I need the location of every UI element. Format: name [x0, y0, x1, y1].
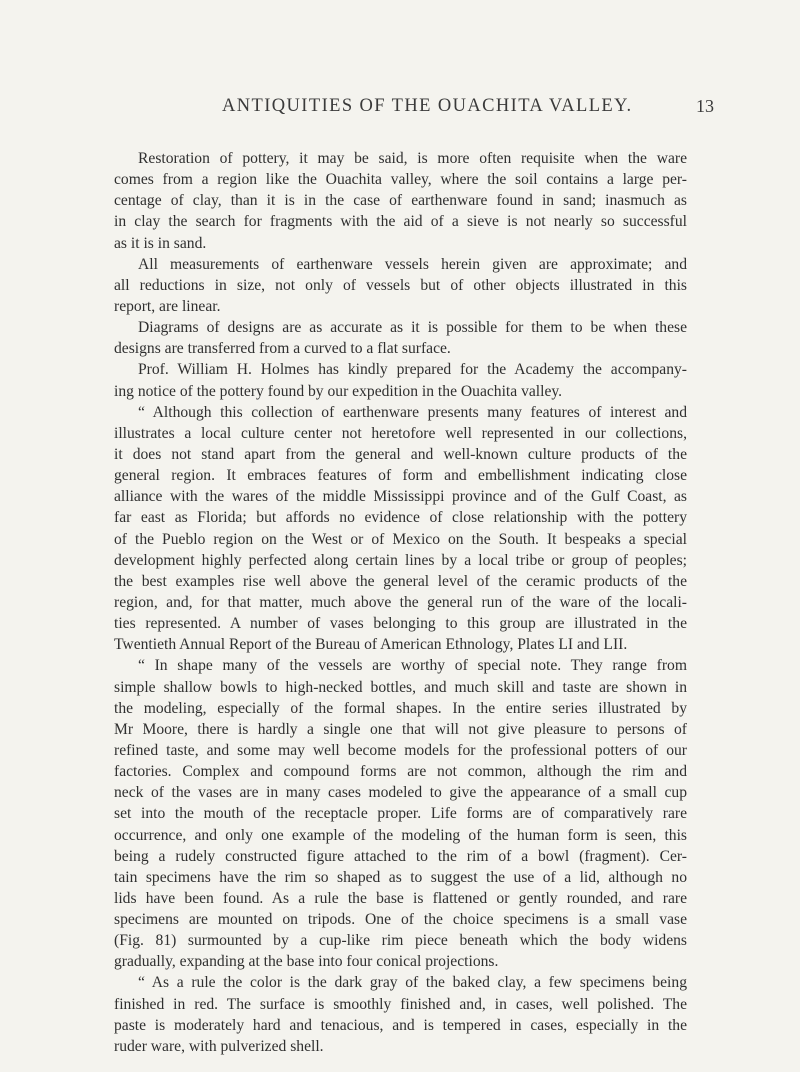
- text-line: finished in red. The surface is smoothly finished and, in cases, well polished. The: [114, 995, 687, 1013]
- text-line: gradually, expanding at the base into four conical projections.: [114, 953, 499, 971]
- text-line: paste is moderately hard and tenacious, and is tempered in cases, especially in the: [114, 1016, 687, 1034]
- running-title: ANTIQUITIES OF THE OUACHITA VALLEY.: [222, 96, 633, 116]
- text-line: comes from a region like the Ouachita valley, where the soil contains a large per-: [114, 171, 687, 189]
- text-line: Mr Moore, there is hardly a single one that will not give pleasure to persons of: [114, 720, 687, 738]
- paragraph: [114, 359, 687, 401]
- text-line: region, and, for that matter, much above the general run of the ware of the locali-: [114, 593, 687, 611]
- paragraph: [114, 655, 687, 972]
- text-line: ruder ware, with pulverized shell.: [114, 1037, 324, 1055]
- paragraph: [114, 148, 687, 254]
- paragraph: [114, 972, 687, 1057]
- text-line: set into the mouth of the receptacle proper. Life forms are of comparatively rare: [114, 805, 687, 823]
- text-line: illustrates a local culture center not heretofore well represented in our collections,: [114, 424, 687, 442]
- text-line: occurrence, and only one example of the modeling of the human form is seen, this: [114, 826, 687, 844]
- text-line: alliance with the wares of the middle Mississippi province and of the Gulf Coast, as: [114, 488, 687, 506]
- text-line: designs are transferred from a curved to a flat surface.: [114, 340, 451, 358]
- text-line: centage of clay, than it is in the case of earthenware found in sand; inasmuch as: [114, 192, 687, 210]
- text-line: (Fig. 81) surmounted by a cup-like rim piece beneath which the body widens: [114, 932, 687, 950]
- text-line: “ As a rule the color is the dark gray of the baked clay, a few specimens being: [138, 974, 687, 992]
- paragraph: [114, 254, 687, 317]
- paragraph: [114, 402, 687, 656]
- text-line: lids have been found. As a rule the base is flattened or gently rounded, and rare: [114, 889, 687, 907]
- text-line: as it is in sand.: [114, 234, 207, 252]
- body-text: [114, 148, 687, 1057]
- text-line: the modeling, especially of the formal shapes. In the entire series illustrated by: [114, 699, 687, 717]
- text-line: of the Pueblo region on the West or of Mexico on the South. It bespeaks a special: [114, 530, 687, 548]
- text-line: ties represented. A number of vases belonging to this group are illustrated in the: [114, 615, 687, 633]
- text-line: simple shallow bowls to high-necked bottles, and much skill and taste are shown in: [114, 678, 687, 696]
- text-line: Twentieth Annual Report of the Bureau of American Ethnology, Plates LI and LII.: [114, 636, 628, 654]
- text-line: Prof. William H. Holmes has kindly prepared for the Academy the accompany-: [138, 361, 687, 379]
- text-line: tain specimens have the rim so shaped as to suggest the use of a lid, although no: [114, 868, 687, 886]
- text-line: general region. It embraces features of form and embellishment indicating close: [114, 467, 687, 485]
- text-line: being a rudely constructed figure attached to the rim of a bowl (fragment). Cer-: [114, 847, 687, 865]
- text-line: Restoration of pottery, it may be said, is more often requisite when the ware: [138, 150, 687, 167]
- text-line: “ In shape many of the vessels are worthy of special note. They range from: [138, 657, 687, 675]
- text-line: all reductions in size, not only of vessels but of other objects illustrated in this: [114, 276, 687, 294]
- text-line: Diagrams of designs are as accurate as it is possible for them to be when these: [138, 319, 687, 337]
- paragraph: [114, 317, 687, 359]
- text-line: “ Although this collection of earthenware presents many features of interest and: [138, 403, 687, 421]
- text-line: in clay the search for fragments with the aid of a sieve is not nearly so successful: [114, 213, 687, 231]
- text-line: ing notice of the pottery found by our expedition in the Ouachita valley.: [114, 382, 563, 400]
- text-line: neck of the vases are in many cases modeled to give the appearance of a small cup: [114, 784, 687, 802]
- text-line: far east as Florida; but affords no evidence of close relationship with the pottery: [114, 509, 687, 527]
- text-line: factories. Complex and compound forms are not common, although the rim and: [114, 763, 687, 781]
- text-line: report, are linear.: [114, 297, 221, 315]
- text-line: specimens are mounted on tripods. One of the choice specimens is a small vase: [114, 911, 687, 929]
- text-line: All measurements of earthenware vessels herein given are approximate; and: [138, 255, 687, 273]
- text-line: it does not stand apart from the general and well-known culture products of the: [114, 445, 687, 463]
- running-head: [0, 96, 800, 120]
- page-number: 13: [696, 96, 714, 116]
- text-line: the best examples rise well above the general level of the ceramic products of the: [114, 572, 687, 590]
- text-line: development highly perfected along certain lines by a local tribe or group of peoples;: [114, 551, 687, 569]
- text-line: refined taste, and some may well become models for the professional potters of our: [114, 741, 687, 759]
